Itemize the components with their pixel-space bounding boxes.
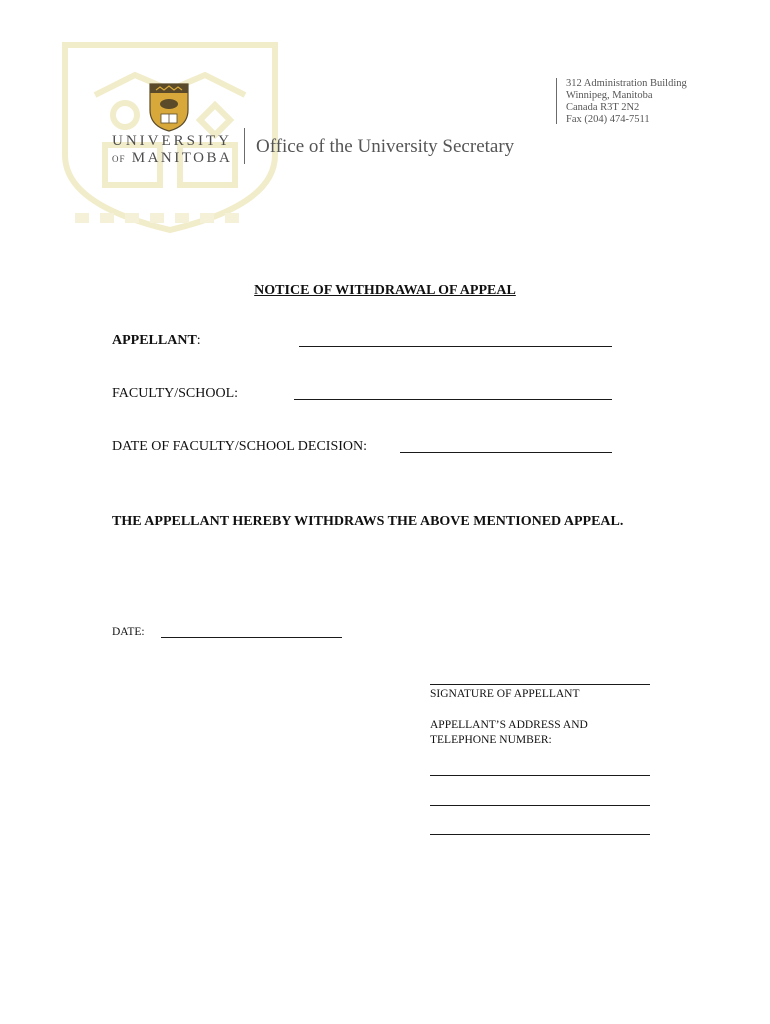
appellant-label-wrap xyxy=(112,333,201,349)
address-line: Winnipeg, Manitoba xyxy=(566,90,653,101)
form-title: NOTICE OF WITHDRAWAL OF APPEAL xyxy=(254,283,516,298)
address-line: Canada R3T 2N2 xyxy=(566,102,640,113)
address-label-line2: TELEPHONE NUMBER: xyxy=(430,734,552,746)
address-line: Fax (204) 474-7511 xyxy=(566,114,650,125)
appellant-field[interactable] xyxy=(299,346,612,347)
address-divider xyxy=(556,78,557,124)
university-name-line1: UNIVERSITY xyxy=(112,133,232,149)
address-line: 312 Administration Building xyxy=(566,78,687,89)
address-block xyxy=(566,78,687,126)
university-crest-icon xyxy=(148,82,190,132)
decision-date-label: DATE OF FACULTY/SCHOOL DECISION: xyxy=(112,439,368,454)
date-field[interactable] xyxy=(161,637,342,638)
decision-date-field[interactable] xyxy=(400,452,612,453)
logo-divider xyxy=(244,128,245,164)
university-of: OF xyxy=(112,154,126,164)
office-name: Office of the University Secretary xyxy=(256,136,515,157)
address-label xyxy=(430,718,588,748)
address-field-line2[interactable] xyxy=(430,805,650,806)
faculty-field[interactable] xyxy=(294,399,612,400)
address-field-line1[interactable] xyxy=(430,775,650,776)
address-label-line1: APPELLANT’S ADDRESS AND xyxy=(430,719,588,731)
university-name-manitoba: MANITOBA xyxy=(131,150,233,166)
date-label: DATE: xyxy=(112,626,145,638)
appellant-label: APPELLANT xyxy=(112,333,197,348)
withdrawal-statement: THE APPELLANT HEREBY WITHDRAWS THE ABOVE MENTIONED APPEAL. xyxy=(112,514,624,529)
faculty-label: FACULTY/SCHOOL: xyxy=(112,386,239,401)
university-name-line2 xyxy=(112,150,232,167)
signature-label: SIGNATURE OF APPELLANT xyxy=(430,688,580,700)
signature-field[interactable] xyxy=(430,684,650,685)
appellant-colon: : xyxy=(196,333,201,348)
address-field-line3[interactable] xyxy=(430,834,650,835)
